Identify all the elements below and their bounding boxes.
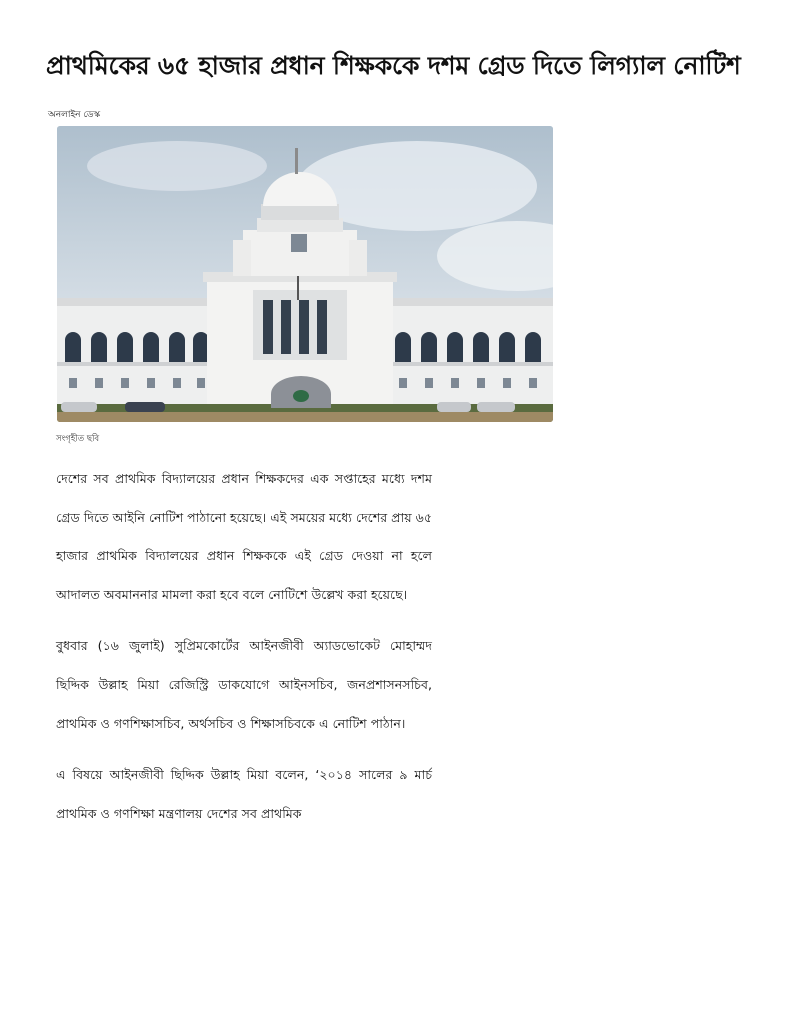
- article-photo: [57, 126, 553, 422]
- article-byline: অনলাইন ডেস্ক: [48, 110, 101, 120]
- article-paragraph-2: বুধবার (১৬ জুলাই) সুপ্রিমকোর্টের আইনজীবী অ্যাডভোকেট মোহাম্মদ ছিদ্দিক উল্লাহ মিয়া রেজিস্ট্রি ডাকযোগে আইনসচিব, জনপ্রশাসনসচিব, প্রাথমিক ও গণশিক্ষাসচিব, অর্থসচিব ও শিক্ষাসচিবকে এ নোটিশ পাঠান।: [56, 638, 432, 731]
- article-headline: প্রাথমিকের ৬৫ হাজার প্রধান শিক্ষককে দশম গ্রেড দিতে লিগ্যাল নোটিশ: [46, 51, 741, 80]
- article-paragraph-1: দেশের সব প্রাথমিক বিদ্যালয়ের প্রধান শিক্ষকদের এক সপ্তাহের মধ্যে দশম গ্রেড দিতে আইনি নোটিশ পাঠানো হয়েছে। এই সময়ের মধ্যে দেশের প্রায় ৬৫ হাজার প্রাথমিক বিদ্যালয়ের প্রধান শিক্ষককে এই গ্রেড দেওয়া না হলে আদালত অবমাননার মামলা করা হবে বলে নোটিশে উল্লেখ করা হয়েছে।: [56, 471, 432, 602]
- supreme-court-building-image: [57, 126, 553, 422]
- photo-caption: সংগৃহীত ছবি: [56, 434, 100, 444]
- article-paragraph-3: এ বিষয়ে আইনজীবী ছিদ্দিক উল্লাহ মিয়া বলেন, ‘২০১৪ সালের ৯ মার্চ প্রাথমিক ও গণশিক্ষা মন্ত্রণালয় দেশের সব প্রাথমিক: [56, 767, 432, 821]
- article-body: [56, 460, 432, 846]
